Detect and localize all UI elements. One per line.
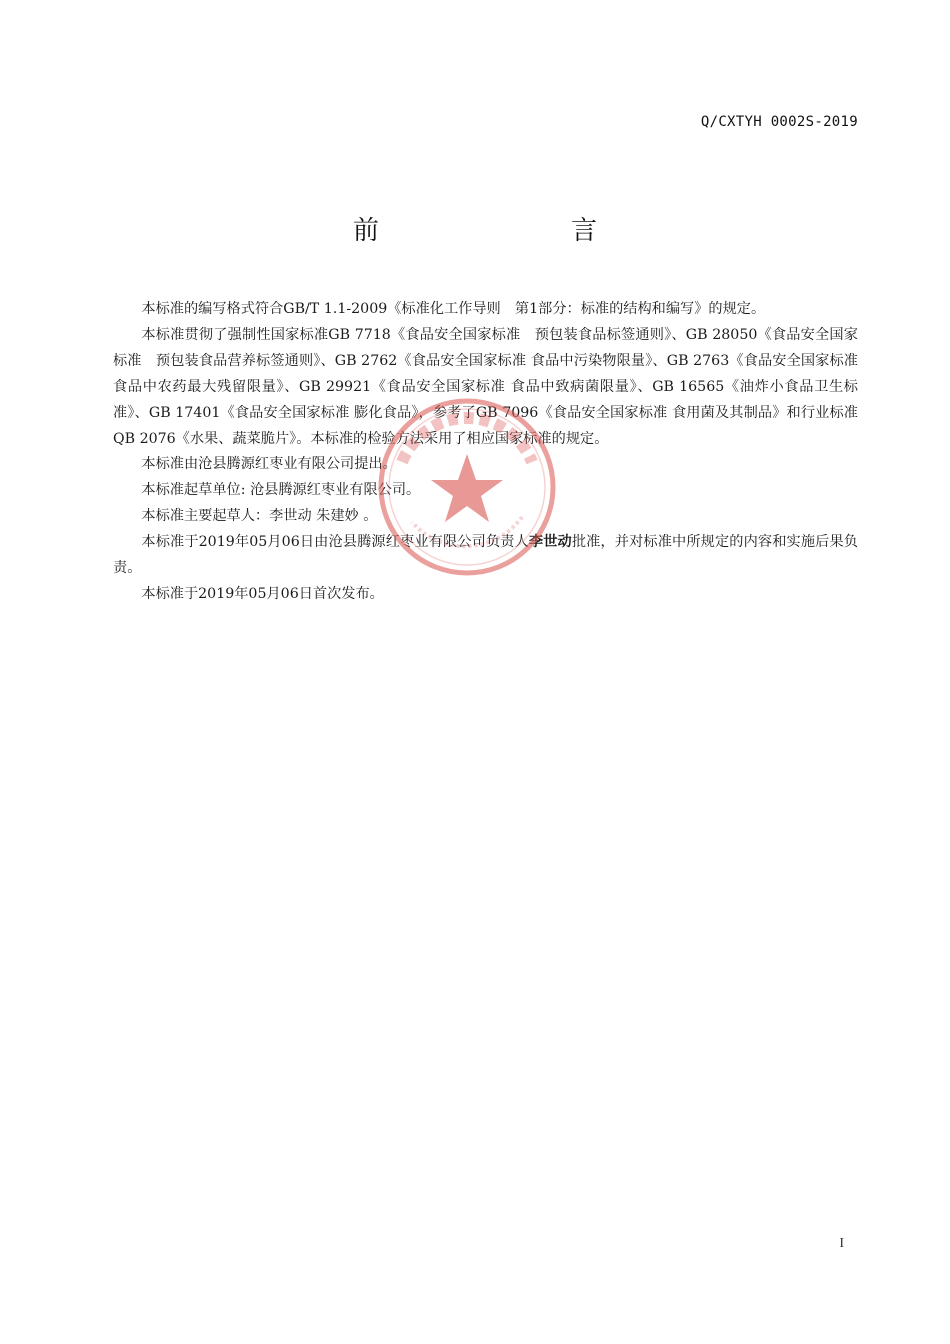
approver-name: 李世动: [528, 534, 572, 551]
page-title: [0, 210, 950, 247]
title-spacer: [475, 210, 571, 247]
foreword-body: [113, 297, 858, 608]
approval-text-before: 本标准于2019年05月06日由沧县腾源红枣业有限公司负责人: [141, 534, 529, 551]
paragraph-references: 本标准贯彻了强制性国家标准GB 7718《食品安全国家标准 预包装食品标签通则》、GB 28050《食品安全国家标准 预包装食品营养标签通则》、GB 2762《食品安全国家标准 食品中污染物限量》、GB 2763《食品安全国家标准 食品中农药最大残留限量》、GB 29921《食品安全国家标准 食品中致病菌限量》、GB 16565《油炸小食品卫生标准》、GB 17401《食品安全国家标准 膨化食品》，参考了GB 7096《食品安全国家标准 食用菌及其制品》和行业标准QB 2076《水果、蔬菜脆片》。本标准的检验方法采用了相应国家标准的规定。: [113, 326, 858, 447]
paragraph-drafting-unit: 本标准起草单位: 沧县腾源红枣业有限公司。: [141, 482, 421, 499]
title-char-1: 前: [352, 216, 379, 246]
title-char-2: 言: [571, 216, 598, 246]
page-number: I: [839, 1236, 844, 1251]
paragraph-proposer: 本标准由沧县腾源红枣业有限公司提出。: [141, 456, 397, 473]
approval-text-after: 批准，并对标准中所规定的内容和实施后果负责。: [113, 534, 858, 577]
paragraph-approval: [113, 530, 858, 582]
title-spacer: [379, 210, 475, 247]
paragraph-format: 本标准的编写格式符合GB/T 1.1-2009《标准化工作导则 第1部分：标准的结构和编写》的规定。: [141, 301, 766, 317]
paragraph-release: 本标准于2019年05月06日首次发布。: [141, 585, 384, 602]
standard-number: Q/CXTYH 0002S-2019: [700, 114, 858, 130]
paragraph-drafters: 本标准主要起草人：李世动 朱建妙 。: [141, 508, 378, 525]
